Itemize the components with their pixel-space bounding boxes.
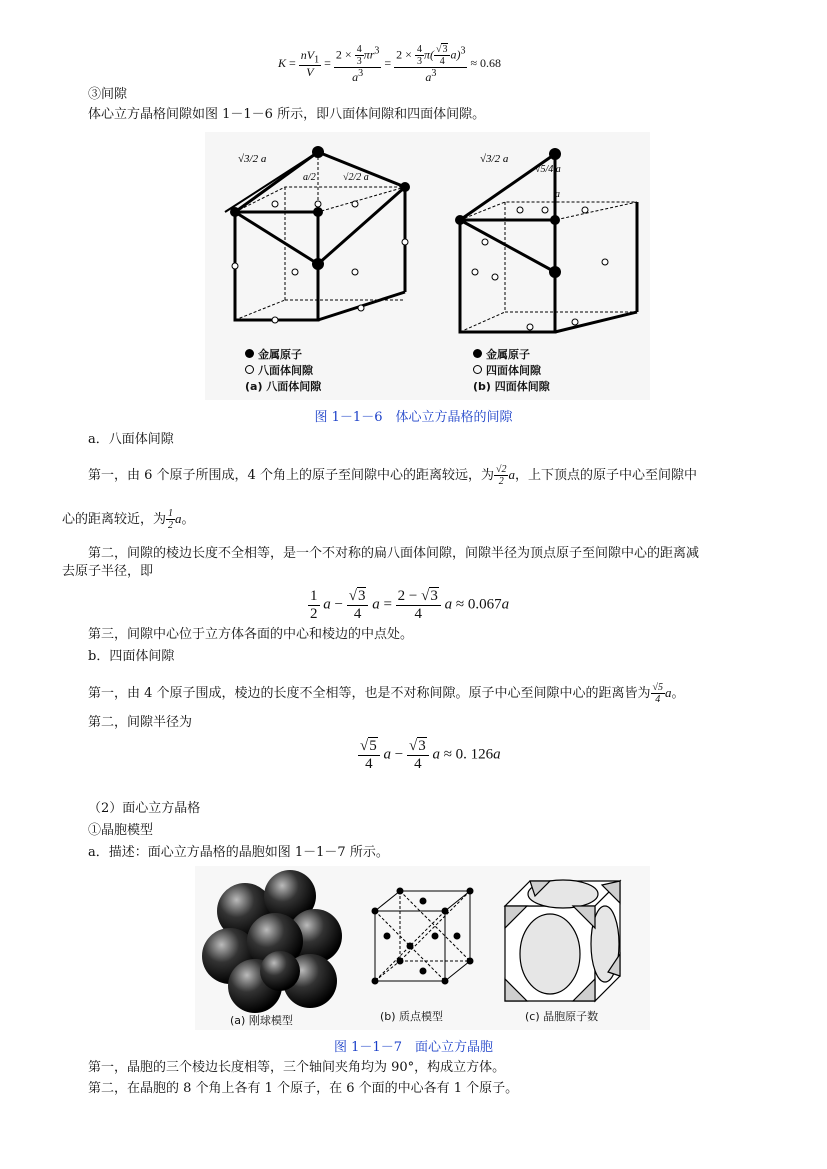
section-2-1-title: ①晶胞模型 xyxy=(88,823,154,838)
section-2-a: a．描述：面心立方晶格的晶胞如图 1－1－7 所示。 xyxy=(88,845,389,860)
atom-dot-icon xyxy=(245,349,254,358)
tetrahedral-radius-formula: $\frac{√5}{4}$ a − $\frac{√3}{4}$ a ≈ 0. 126a xyxy=(360,738,501,772)
legend-right-gap: 四面体间隙 xyxy=(486,364,541,377)
figure7-cap-a: (a) 刚球模型 xyxy=(230,1014,293,1027)
paragraph-6: 第一，晶胞的三个棱边长度相等，三个轴间夹角均为 90°，构成立方体。 xyxy=(88,1060,506,1075)
formula-k-frac1-den: V xyxy=(306,65,314,80)
formula2-result: ≈ 0.067 xyxy=(455,596,502,613)
formula-k-frac3-mid: π( xyxy=(423,47,434,62)
p4-pre: 第一，由 4 个原子围成，棱边的长度不全相等，也是不对称间隙。原子中心至间隙中心的距离皆为 xyxy=(88,686,651,701)
formula-k-frac1-sub: 1 xyxy=(314,54,320,66)
paragraph-2-line2: 去原子半径，即 xyxy=(62,564,154,579)
formula-k-lhs: K xyxy=(278,55,287,70)
formula3-result: ≈ 0. 126 xyxy=(443,746,494,763)
oct-dim-2: a/2 xyxy=(303,172,316,183)
p1b-frac: $\frac{1}{2}$ xyxy=(168,508,174,531)
formula-k-frac1 xyxy=(299,49,321,80)
gap-circle-icon xyxy=(473,365,482,374)
p1-pre: 第一，由 6 个原子所围成，4 个角上的原子至间隙中心的距离较远，为 xyxy=(88,468,494,483)
fcc-cell-diagram xyxy=(195,866,650,1030)
octahedral-radius-formula: $\frac{1}{2}$ a − $\frac{√3}{4}$ a = $\frac{2 - √3}{4}$ a ≈ 0.067a xyxy=(310,588,510,622)
formula-k-frac2-num: 2 × xyxy=(335,47,355,62)
paragraph-4: 第一，由 4 个原子围成，棱边的长度不全相等，也是不对称间隙。原子中心至间隙中心的距离皆为 $\frac{√5}{4}$ a。 xyxy=(88,682,685,705)
formula-k-frac3-den: a xyxy=(425,70,432,84)
point-model xyxy=(372,888,473,984)
formula-k-frac3: 2 × $\frac{4}{3}$ π( $\frac{√3}{4}$ a)$^3$ $a^3$ xyxy=(396,44,466,84)
paragraph-2-line1: 第二，间隙的棱边长度不全相等，是一个不对称的扁八面体间隙，间隙半径为顶点原子至间隙中心的距离减 xyxy=(88,546,700,561)
p1-frac: $\frac{√2}{2}$ xyxy=(495,464,507,487)
paragraph-1b: 心的距离较近，为 $\frac{1}{2}$ a。 xyxy=(62,508,195,531)
legend-right xyxy=(473,346,550,394)
figure6-caption: 图 1－1－6 体心立方晶格的间隙 xyxy=(314,410,513,425)
oct-dim-1: √3/2 a xyxy=(238,153,267,165)
figure-1-1-6 xyxy=(205,132,650,400)
p4-frac: $\frac{√5}{4}$ xyxy=(652,682,664,705)
figure7-cap-b: (b) 质点模型 xyxy=(380,1010,444,1023)
p1b-pre: 心的距离较近，为 xyxy=(62,512,167,527)
figure7-cap-c: (c) 晶胞原子数 xyxy=(525,1010,599,1023)
paragraph-5: 第二，间隙半径为 xyxy=(88,715,193,730)
legend-left-gap: 八面体间隙 xyxy=(258,364,313,377)
hard-ball-model xyxy=(202,870,342,1013)
figure6-right-caption: (b) 四面体间隙 xyxy=(473,380,550,393)
section-a-title: a．八面体间隙 xyxy=(88,432,174,447)
legend-left xyxy=(245,346,321,394)
tet-dim-3: a xyxy=(555,189,560,200)
figure-1-1-7 xyxy=(195,866,650,1030)
intro-paragraph: 体心立方晶格间隙如图 1－1－6 所示，即八面体间隙和四面体间隙。 xyxy=(88,107,486,122)
p1-post: ，上下顶点的原子中心至间隙中 xyxy=(514,468,697,483)
legend-right-atom: 金属原子 xyxy=(486,348,530,361)
gap-circle-icon xyxy=(245,365,254,374)
paragraph-1: 第一，由 6 个原子所围成，4 个角上的原子至间隙中心的距离较远，为 $\frac{√2}{2}$ a，上下顶点的原子中心至间隙中 xyxy=(88,464,697,487)
formula-k-frac1-num: nV xyxy=(300,47,315,62)
tet-dim-1: √3/2 a xyxy=(480,153,509,165)
formula-k-frac2-tail: πr xyxy=(363,47,375,62)
formula-k-frac2-den: a xyxy=(352,70,359,84)
section-2-title: （2）面心立方晶格 xyxy=(88,801,201,816)
figure6-left-caption: (a) 八面体间隙 xyxy=(245,380,322,393)
legend-left-atom: 金属原子 xyxy=(258,348,302,361)
packing-factor-formula: K = $\frac{nV_1}{V}$ = 2 × $\frac{4}{3}$ $\pi r^3$ $a^3$ = 2 × $\frac{4}{3}$ π( $\frac{√3}{4}$ a)$^3$ $a^3$ ≈ 0.68 xyxy=(278,44,502,84)
section-b-title: b．四面体间隙 xyxy=(88,649,175,664)
cell-atom-count-model xyxy=(505,880,620,1001)
oct-dim-3: √2/2 a xyxy=(343,172,369,183)
formula-k-result: ≈ 0.68 xyxy=(470,55,502,70)
formula-k-frac3-num: 2 × xyxy=(396,47,415,62)
paragraph-3: 第三，间隙中心位于立方体各面的中心和棱边的中点处。 xyxy=(88,627,414,642)
atom-dot-icon xyxy=(473,349,482,358)
formula-k-frac2: 2 × $\frac{4}{3}$ $\pi r^3$ $a^3$ xyxy=(335,44,380,84)
paragraph-7: 第二，在晶胞的 8 个角上各有 1 个原子，在 6 个面的中心各有 1 个原子。 xyxy=(88,1081,519,1096)
figure7-caption: 图 1－1－7 面心立方晶胞 xyxy=(334,1040,493,1055)
tet-dim-2: √5/4 a xyxy=(535,164,561,175)
formula-k-frac3-tail: a) xyxy=(450,47,461,62)
heading-gap: ③间隙 xyxy=(88,87,128,102)
